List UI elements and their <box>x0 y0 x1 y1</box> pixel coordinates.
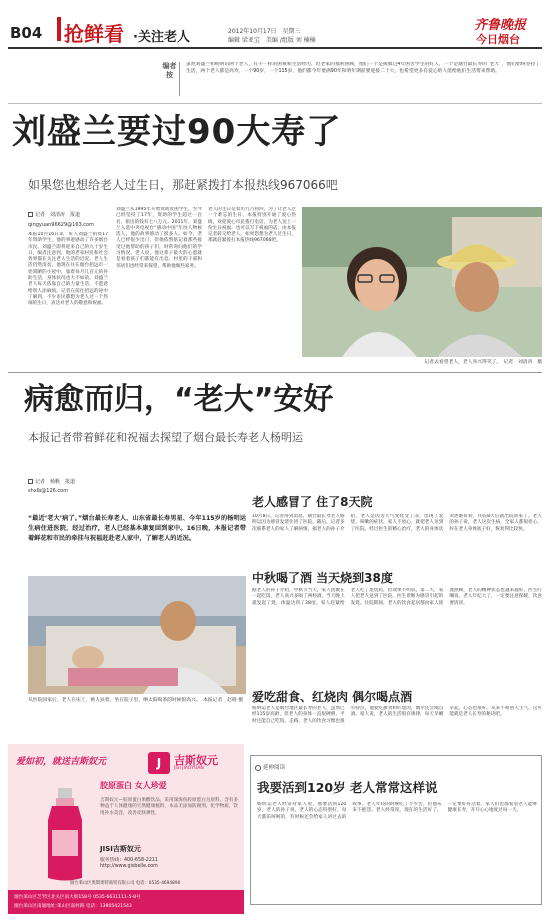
page-number: B04 <box>10 24 43 42</box>
article2-email: shxlb@126.com <box>28 488 69 494</box>
section-text-2: 据老人的孙子介绍，中秋节当天，家人团聚在一起吃饭，老人高兴多喝了两杯酒，当天晚上就发起了烧，体温达到了38度。家人赶紧给老人吃了退烧药，但效果不明显。第二天，家人把老人送到了医院，医生诊断为感冒引起的发烧。住院期间，老人的饮食起居都由家人轮流照顾，老人的精神状态也越来越好。医生叮嘱说，老人年纪大了，一定要注意保暖，饮食要清淡。 <box>252 588 542 606</box>
advertisement[interactable] <box>8 744 244 914</box>
sidebar-tag-text: 延伸阅读 <box>263 765 286 771</box>
article1-photo-caption: 记者去看望老人，老人喜兴得笑了。 记者 刘清涛 摄 <box>424 360 542 365</box>
editor-note-label: 编者按 <box>160 62 180 96</box>
article1-headline: 刘盛兰要过90大寿了 <box>12 112 342 152</box>
divider <box>8 103 542 104</box>
section-brand: 抢鲜看 <box>64 22 124 46</box>
ad-footer-line2: 烟台莱山区南通地址:莱山区南村路 电话：13905421543 <box>14 904 132 909</box>
sidebar-tag <box>255 763 285 771</box>
section-heading-1: 老人感冒了 住了8天院 <box>252 495 373 509</box>
ad-website[interactable]: http://www.gisbelle.com <box>100 864 158 869</box>
article1-col1: 本报10月16日讯 好人刘盛兰捐资17年资助学生，他的事迹感动了许多烟台市民。刘盛兰即将迎来自己的九十岁生日，编者注意到，他的老家村民和社会各界都在关注老人生活的近况。老人生活仍然清贫，他现在住在烟台招远市一处简陋的小屋中，靠着每月几百元的补助生活，身体状况也大不如前。刘盛兰老人每天依靠自己的力量生活，不愿意给别人添麻烦。记者在前往招远的途中了解到，不少市民都想为老人过一个热闹的生日，表达对老人的敬意和祝福。 <box>28 232 108 307</box>
article1-subhead: 如果您也想给老人过生日，那赶紧拨打本报热线967066吧 <box>28 178 338 192</box>
editor-note-text: 虽然刘盛兰和杨明讯两个老人，有不一样的困难和生活经历，但老家的福利照顾，他们一个是援救过4年困苦学生的好人，一个是烟台最长寿的“老大”，他们始终坚持了生活，两个老人都是高寿，一个90岁，一个115岁，他们都今年要满90年和明年期前要迎接二十大，也希望更多有爱心的人能给他们生活带来帮助。 <box>186 62 540 74</box>
date-line: 2012年10月17日 星期三 <box>228 28 301 35</box>
article2-photo <box>28 576 246 694</box>
circle-bullet-icon <box>255 765 261 771</box>
section-name: ·关注老人 <box>133 30 190 45</box>
ad-subline: 胶原蛋白 女人珍爱 <box>100 781 167 790</box>
editor-line: 编辑 梁亚宝 美编 /组版 刘 楠楠 <box>228 37 316 44</box>
article1-col2: 刘盛兰从1995年开始资助贫困学生，至今已经坚持了17年，资助的学生超过一百名，捐出的钱有七八万元。2011年，刘盛兰入选中央电视台“感动中国”年度人物候选人，他的故事感动了很多人。如今，老人已经很少出门，但他依然惦记着那些接受过他帮助的孩子们，时常询问他们的学习情况。老人说，他这辈子最大的心愿就是看着孩子们都能有出息。村里的干部和邻居们也经常来探望，帮助他做些家务。 <box>116 207 202 269</box>
ad-hotline-label: 服务热线： <box>100 858 124 863</box>
section-text-3: 杨明运老人是烟台地区最长寿的老人，虽然已经115岁高龄，但老人的身体一直很硬朗，平时还能自己吃饭、走路。老人的饮食习惯也很有特点，他爱吃甜食和红烧肉，偶尔还会喝点酒。家人说，老人的生活很有规律，每天早睡早起，心态也很好，从来不和别人生气。这可能就是老人长寿的秘诀吧。 <box>252 706 542 724</box>
ad-footer-line1: 烟台莱山区芝罘区北关区南大街158号 0535-6631111-5-8号 <box>14 895 141 900</box>
article2-headline: 病愈而归，“老大”安好 <box>24 382 334 417</box>
byline-text: 记者 杨帆 报道 <box>35 479 76 485</box>
article2-photo-caption: 从医院回家后，老人在床上，被人扶着，坐在院子里，晒太阳喝茶的时候很高兴。 本报记者 赵晓 摄 <box>28 698 243 703</box>
byline-square-icon <box>28 212 33 217</box>
sidebar-headline: 我要活到120岁 老人常常这样说 <box>257 780 438 795</box>
ad-hotline-number: 400-658-2211 <box>124 858 158 863</box>
ad-body: 吉斯奴元—胶原蛋白果酸饮品，采用深海鱼胶原蛋白为原料，含有多种益于人体健康的天然健康植料，本品无添加防腐剂、化学物质，饮用补水美容，改善皮肤弹性。 <box>100 798 238 816</box>
article2-byline <box>28 478 75 485</box>
sidebar-text: 杨明运老人经常对家人说，他要活到120岁。老人的孙子说，老人的心态特别好，每天都乐呵呵的，有时候还会给家人讲过去的故事。老人年轻的时候吃了不少苦，但他从来不抱怨。老人经常说，现在的生活好了，一定要好好活着。家人们也都希望老人能够健康长寿，开开心心地度过每一天。 <box>257 802 537 820</box>
article2-lead: “最近‘老大’病了。”烟台最长寿老人、山东省最长寿男星、今年115岁的杨明运生病住进医院，经过治疗，老人已经基本康复回到家中。16日晚，本报记者带着鲜花和市民的牵挂与祝福赶赴老人家中，了解老人的近况。 <box>28 515 246 542</box>
ad-footer <box>8 890 244 914</box>
ad-brand-en: JISI JIAOYUAN <box>174 766 204 771</box>
article1-photo <box>302 207 542 357</box>
ad-bottle-icon <box>38 786 92 884</box>
ad-dealer: 烟台莱山区奥斯奥特商贸有限公司 电话：0535-4694890 <box>70 881 181 886</box>
header-red-bar <box>57 17 61 41</box>
section-heading-2: 中秋喝了酒 当天烧到38度 <box>252 571 393 585</box>
byline-text: 记者 刘清涛 报道 <box>35 212 81 218</box>
ad-company: JISI吉斯奴元 <box>100 845 141 853</box>
ad-brand-cn: 吉斯奴元 <box>174 754 218 767</box>
article1-col3: 老人的生日是农历九月初四，为了让老人过一个难忘的生日，本报特别开通了爱心热线，欢迎爱心市民拨打电话，为老人送上一份生日祝福。也可以写下祝福的话，由本报记者转交给老人。如果您想为老人过生日，那就赶紧拨打本报热线967066吧。 <box>208 207 296 244</box>
section-text-1: 10月8日，记者得到消息，烟台最长寿老人杨明运因为感冒发烧住进了医院。随后，记者多次联系老人的家人了解病情。据老人的孙子介绍，老人是因为天气变化受了凉，出现了发烧、咳嗽的症状，家人不放心，就把老人送到了医院。经过医生的精心治疗，老人的身体状况逐渐好转，住院8天后就出院回家了。老人的孙子说，老人这次生病，全家人都很担心，好在老人身体底子好，恢复得比较快。 <box>252 514 542 532</box>
sidebar-box <box>250 755 542 905</box>
ad-slogan: 爱如初，就送吉斯奴元 <box>16 757 107 767</box>
paper-logo: 齐鲁晚报 <box>474 18 527 33</box>
ad-logo-icon: J <box>148 752 170 774</box>
article2-subhead: 本报记者带着鲜花和祝福去探望了烟台最长寿老人杨明运 <box>28 431 303 444</box>
edition-name: 今日烟台 <box>476 33 520 46</box>
section-heading-3: 爱吃甜食、红烧肉 偶尔喝点酒 <box>252 690 413 704</box>
article1-email: qingyuan96629@163.com <box>28 222 94 228</box>
header-rule <box>8 47 542 49</box>
divider <box>8 372 542 373</box>
article1-byline <box>28 211 80 218</box>
byline-square-icon <box>28 479 33 484</box>
ad-hotline <box>100 856 158 863</box>
